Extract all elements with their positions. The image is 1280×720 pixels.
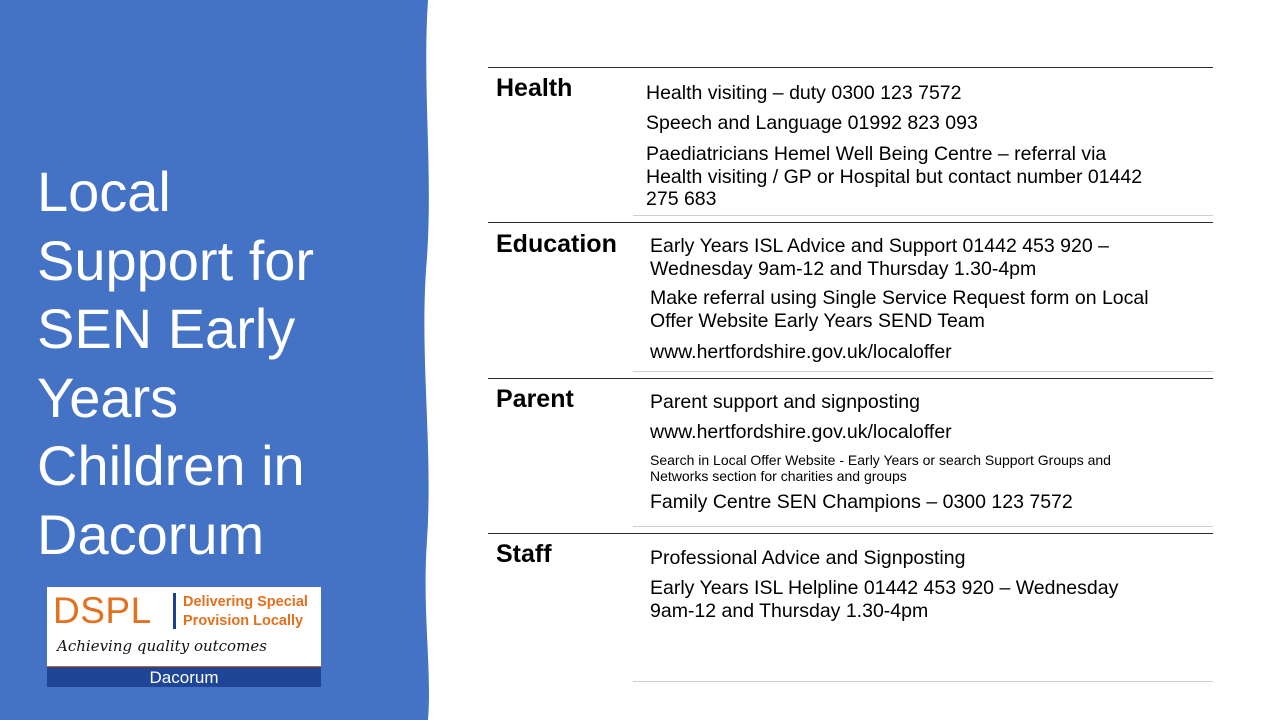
table-rule (633, 526, 1213, 527)
logo-strapline-line: Delivering Special (183, 594, 308, 610)
section-heading-education: Education (496, 230, 617, 258)
dspl-logo (47, 587, 321, 687)
entry-line: Early Years ISL Helpline 01442 453 920 – Wednesday (650, 577, 1119, 599)
education-entry-website[interactable] (650, 341, 952, 364)
entry-line: Paediatricians Hemel Well Being Centre – referral via (646, 143, 1107, 165)
health-entry-speech (646, 112, 978, 135)
entry-line: Make referral using Single Service Request form on Local (650, 287, 1149, 309)
title-line: SEN Early (37, 297, 296, 360)
entry-line: Offer Website Early Years SEND Team (650, 309, 985, 332)
logo-brand: DSPL (53, 590, 152, 631)
parent-entry-support (650, 391, 920, 414)
entry-line: Wednesday 9am-12 and Thursday 1.30-4pm (650, 257, 1037, 280)
entry-line: Speech and Language 01992 823 093 (646, 112, 978, 134)
entry-line: Family Centre SEN Champions – 0300 123 7572 (650, 491, 1073, 513)
table-rule (488, 67, 1213, 68)
logo-area-banner: Dacorum (47, 666, 321, 687)
entry-line: Health visiting – duty 0300 123 7572 (646, 82, 962, 104)
education-entry-isl (650, 235, 1109, 280)
table-rule (633, 215, 1213, 216)
entry-line: 9am-12 and Thursday 1.30-4pm (650, 599, 929, 622)
section-heading-health: Health (496, 74, 573, 102)
logo-tagline: Achieving quality outcomes (57, 637, 267, 655)
entry-line: Professional Advice and Signposting (650, 547, 966, 569)
logo-strapline-line: Provision Locally (183, 613, 304, 629)
table-rule (488, 533, 1213, 534)
parent-entry-family-centre (650, 491, 1073, 514)
title-line: Children in (37, 434, 305, 497)
table-rule (488, 378, 1213, 379)
education-entry-referral (650, 287, 1149, 332)
title-line: Local (37, 160, 171, 223)
entry-line: www.hertfordshire.gov.uk/localoffer (650, 421, 952, 443)
parent-entry-search-note (650, 453, 1111, 484)
entry-line: Search in Local Offer Website - Early Years or search Support Groups and (650, 452, 1111, 468)
title-line: Years (37, 365, 179, 429)
logo-strapline (183, 593, 308, 631)
entry-line: Parent support and signposting (650, 391, 920, 413)
table-rule (633, 371, 1213, 372)
table-rule (633, 681, 1213, 682)
section-heading-parent: Parent (496, 385, 574, 413)
parent-entry-website[interactable] (650, 421, 952, 444)
table-rule (488, 222, 1213, 223)
staff-entry-helpline (650, 577, 1118, 622)
title-line: Support for (37, 228, 315, 292)
logo-divider (173, 593, 176, 629)
slide-title (37, 158, 417, 569)
entry-line: Early Years ISL Advice and Support 01442 453 920 – (650, 235, 1109, 257)
entry-line: 275 683 (646, 188, 717, 210)
entry-line: Networks section for charities and groups (650, 467, 907, 484)
entry-line: Health visiting / GP or Hospital but contact number 01442 (646, 165, 1143, 188)
entry-line: www.hertfordshire.gov.uk/localoffer (650, 341, 952, 363)
section-heading-staff: Staff (496, 540, 552, 568)
title-line: Dacorum (37, 502, 265, 566)
health-entry-paediatricians (646, 143, 1142, 211)
health-entry-visiting (646, 82, 961, 105)
staff-entry-advice (650, 547, 965, 570)
